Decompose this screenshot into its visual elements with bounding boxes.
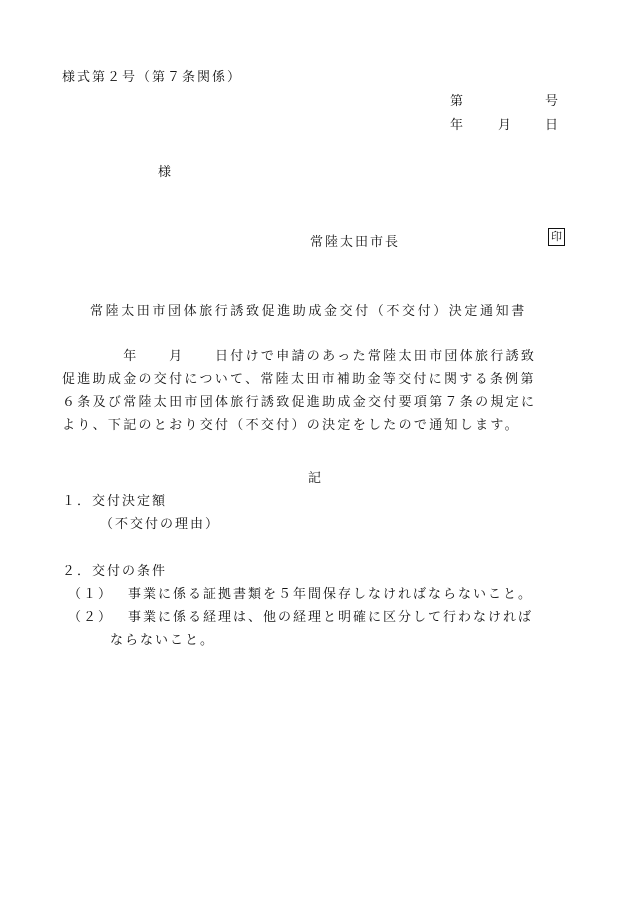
condition-1-number: （１）	[68, 587, 114, 602]
body-line: 促進助成金の交付について、常陸太田市補助金等交付に関する条例第	[62, 372, 536, 387]
form-number: 様式第２号（第７条関係）	[62, 70, 243, 85]
ki-heading: 記	[308, 471, 324, 486]
body-line: 年 月 日付けで申請のあった常陸太田市団体旅行誘致	[62, 349, 537, 364]
body-paragraph	[62, 345, 572, 437]
condition-2-continuation: ならないこと。	[110, 633, 216, 648]
body-line: ６条及び常陸太田市団体旅行誘致促進助成金交付要項第７条の規定に	[62, 395, 537, 410]
condition-2-number: （２）	[68, 610, 114, 625]
condition-2-text: 事業に係る経理は、他の経理と明確に区分して行わなければ	[128, 610, 534, 625]
body-line: より、下記のとおり交付（不交付）の決定をしたので通知します。	[62, 418, 520, 433]
issuer-name: 常陸太田市長	[310, 235, 401, 250]
date-month: 月	[498, 118, 514, 133]
number-prefix: 第	[450, 94, 466, 109]
document-title: 常陸太田市団体旅行誘致促進助成金交付（不交付）決定通知書	[90, 304, 527, 319]
section2-heading: ２．交付の条件	[62, 564, 168, 579]
addressee: 様	[158, 165, 174, 180]
number-suffix: 号	[544, 94, 560, 109]
date-day: 日	[544, 118, 560, 133]
condition-1-text: 事業に係る証拠書類を５年間保存しなければならないこと。	[128, 587, 534, 602]
date-year: 年	[450, 118, 466, 133]
section1-heading: １．交付決定額	[62, 494, 168, 509]
seal-mark: 印	[548, 228, 565, 246]
section1-sub: （不交付の理由）	[100, 517, 221, 532]
